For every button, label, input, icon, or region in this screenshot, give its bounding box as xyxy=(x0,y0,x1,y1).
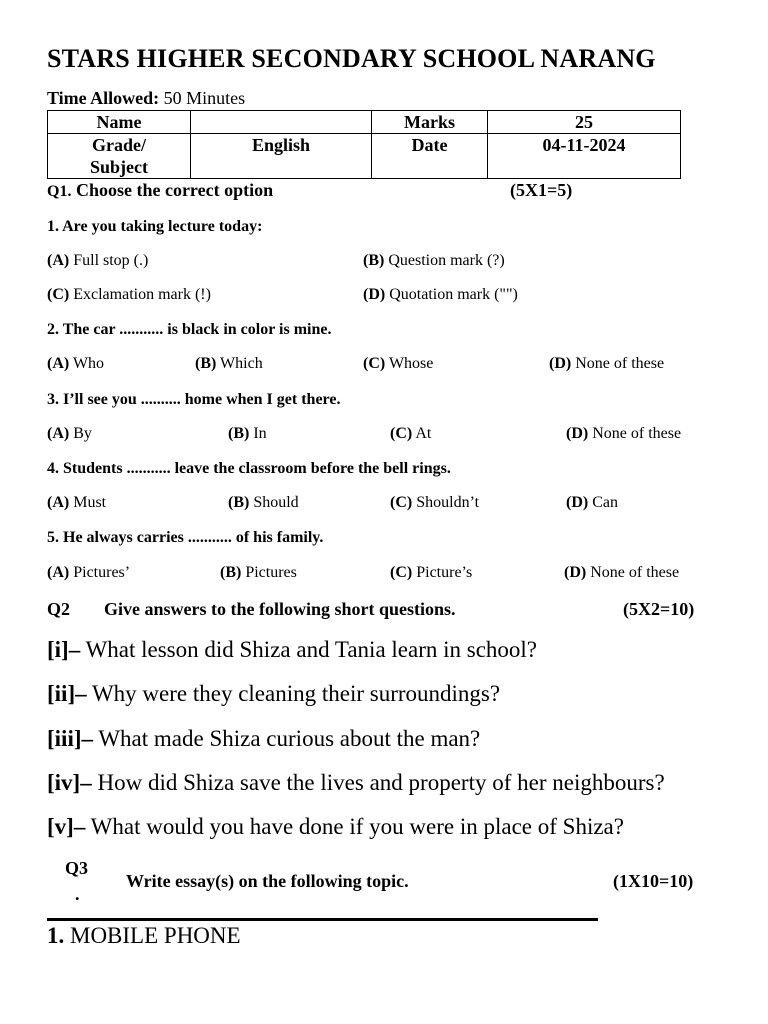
option-letter: (C) xyxy=(390,564,413,581)
mcq-1-option-d[interactable] xyxy=(363,286,518,304)
option-letter: (C) xyxy=(390,425,413,442)
option-letter: (A) xyxy=(47,564,70,581)
mcq-5-option-a[interactable] xyxy=(47,564,130,582)
mcq-4-option-d[interactable] xyxy=(566,494,618,512)
date-label: Date xyxy=(372,134,488,179)
marks-value: 25 xyxy=(488,111,681,134)
short-question-number: [v] xyxy=(47,814,74,839)
option-text: Pictures xyxy=(245,564,297,581)
option-letter: (A) xyxy=(47,425,70,442)
option-letter: (D) xyxy=(566,425,589,442)
q3-dot: . xyxy=(75,884,80,904)
mcq-3-option-a[interactable] xyxy=(47,425,92,443)
mcq-4-option-c[interactable] xyxy=(390,494,479,512)
option-letter: (B) xyxy=(228,425,250,442)
option-text: In xyxy=(253,425,267,442)
essay-topic xyxy=(47,923,241,949)
mcq-2-option-c[interactable] xyxy=(363,355,433,373)
q3-title: Write essay(s) on the following topic. xyxy=(126,871,409,891)
subject-label: Subject xyxy=(90,157,148,177)
option-letter: (C) xyxy=(390,494,413,511)
option-text: Question mark (?) xyxy=(388,252,505,269)
option-letter: (D) xyxy=(363,286,386,303)
mcq-3-option-d[interactable] xyxy=(566,425,681,443)
mcq-1-option-c[interactable] xyxy=(47,286,211,304)
option-text: Whose xyxy=(388,355,434,372)
grade-subject-label xyxy=(48,134,191,179)
option-letter: (D) xyxy=(564,564,587,581)
short-question-5 xyxy=(47,814,624,840)
q1-heading xyxy=(47,180,273,201)
mcq-3-option-c[interactable] xyxy=(390,425,431,443)
option-letter: (B) xyxy=(228,494,250,511)
option-text: Exclamation mark (!) xyxy=(73,286,211,303)
option-text: Picture’s xyxy=(416,564,473,581)
short-question-dash: ‒ xyxy=(73,814,86,839)
option-text: Must xyxy=(73,494,107,511)
q1-number: Q1. xyxy=(47,183,72,200)
option-text: Who xyxy=(72,355,105,372)
short-question-text: How did Shiza save the lives and property of her neighbours? xyxy=(97,770,665,795)
time-value: 50 Minutes xyxy=(163,88,246,108)
option-text: At xyxy=(415,425,432,442)
option-letter: (B) xyxy=(363,252,385,269)
short-question-2 xyxy=(47,681,500,707)
short-question-dash: ‒ xyxy=(81,726,93,751)
short-question-text: What would you have done if you were in place of Shiza? xyxy=(90,814,624,839)
short-question-number: [iii] xyxy=(47,726,82,751)
option-text: None of these xyxy=(590,564,680,581)
option-text: Can xyxy=(592,494,618,511)
time-allowed xyxy=(47,88,245,109)
mcq-3-option-b[interactable] xyxy=(228,425,267,443)
mcq-1-option-b[interactable] xyxy=(363,252,505,270)
mcq-5-option-b[interactable] xyxy=(220,564,297,582)
option-letter: (C) xyxy=(363,355,386,372)
short-question-text: What lesson did Shiza and Tania learn in school? xyxy=(85,637,538,662)
mcq-2-option-a[interactable] xyxy=(47,355,104,373)
time-label: Time Allowed: xyxy=(47,88,160,108)
short-question-text: Why were they cleaning their surroundings? xyxy=(91,681,501,706)
mcq-5-option-c[interactable] xyxy=(390,564,472,582)
q3-number: Q3 xyxy=(65,858,89,878)
short-question-dash: ‒ xyxy=(75,681,87,706)
mcq-4-option-b[interactable] xyxy=(228,494,299,512)
name-value xyxy=(191,111,372,134)
q2-number: Q2 xyxy=(47,599,71,619)
q3-marks: (1X10=10) xyxy=(613,871,694,891)
mcq-2-option-b[interactable] xyxy=(195,355,263,373)
section-divider xyxy=(47,918,598,921)
option-letter: (D) xyxy=(566,494,589,511)
option-text: Shouldn’t xyxy=(416,494,480,511)
option-text: Pictures’ xyxy=(73,564,131,581)
q2-marks: (5X2=10) xyxy=(623,599,695,619)
short-question-dash: ‒ xyxy=(68,637,81,662)
option-text: Full stop (.) xyxy=(73,252,149,269)
short-question-number: [iv] xyxy=(47,770,81,795)
option-letter: (B) xyxy=(220,564,242,581)
short-question-number: [i] xyxy=(47,637,69,662)
info-table xyxy=(47,110,681,179)
option-text: By xyxy=(73,425,92,442)
option-letter: (B) xyxy=(195,355,217,372)
option-text: None of these xyxy=(575,355,665,372)
mcq-2-option-d[interactable] xyxy=(549,355,664,373)
essay-number: 1. xyxy=(47,923,65,948)
q2-title: Give answers to the following short questions. xyxy=(104,599,456,619)
marks-label: Marks xyxy=(372,111,488,134)
short-question-dash: ‒ xyxy=(80,770,92,795)
option-text: Should xyxy=(253,494,299,511)
q1-title: Choose the correct option xyxy=(75,180,274,200)
mcq-question-3: 3. I’ll see you .......... home when I get there. xyxy=(47,391,341,408)
option-letter: (D) xyxy=(549,355,572,372)
option-letter: (C) xyxy=(47,286,70,303)
grade-label: Grade/ xyxy=(92,135,146,155)
short-question-number: [ii] xyxy=(47,681,76,706)
mcq-1-option-a[interactable] xyxy=(47,252,148,270)
mcq-question-4: 4. Students ........... leave the classroom before the bell rings. xyxy=(47,460,451,477)
mcq-4-option-a[interactable] xyxy=(47,494,106,512)
option-text: Quotation mark ("") xyxy=(389,286,518,303)
mcq-question-1: 1. Are you taking lecture today: xyxy=(47,218,263,235)
q1-marks: (5X1=5) xyxy=(510,180,573,200)
short-question-4 xyxy=(47,770,665,796)
option-text: Which xyxy=(220,355,263,372)
short-question-1 xyxy=(47,637,537,663)
short-question-3 xyxy=(47,726,480,752)
short-question-text: What made Shiza curious about the man? xyxy=(98,726,481,751)
option-text: None of these xyxy=(592,425,682,442)
mcq-question-5: 5. He always carries ........... of his family. xyxy=(47,529,324,546)
mcq-5-option-d[interactable] xyxy=(564,564,679,582)
date-value: 04-11-2024 xyxy=(488,134,681,179)
school-title: STARS HIGHER SECONDARY SCHOOL NARANG xyxy=(47,44,656,73)
subject-value: English xyxy=(191,134,372,179)
mcq-question-2: 2. The car ........... is black in color is mine. xyxy=(47,321,332,338)
option-letter: (A) xyxy=(47,355,70,372)
option-letter: (A) xyxy=(47,494,70,511)
name-label: Name xyxy=(48,111,191,134)
option-letter: (A) xyxy=(47,252,70,269)
essay-title: MOBILE PHONE xyxy=(70,923,241,948)
